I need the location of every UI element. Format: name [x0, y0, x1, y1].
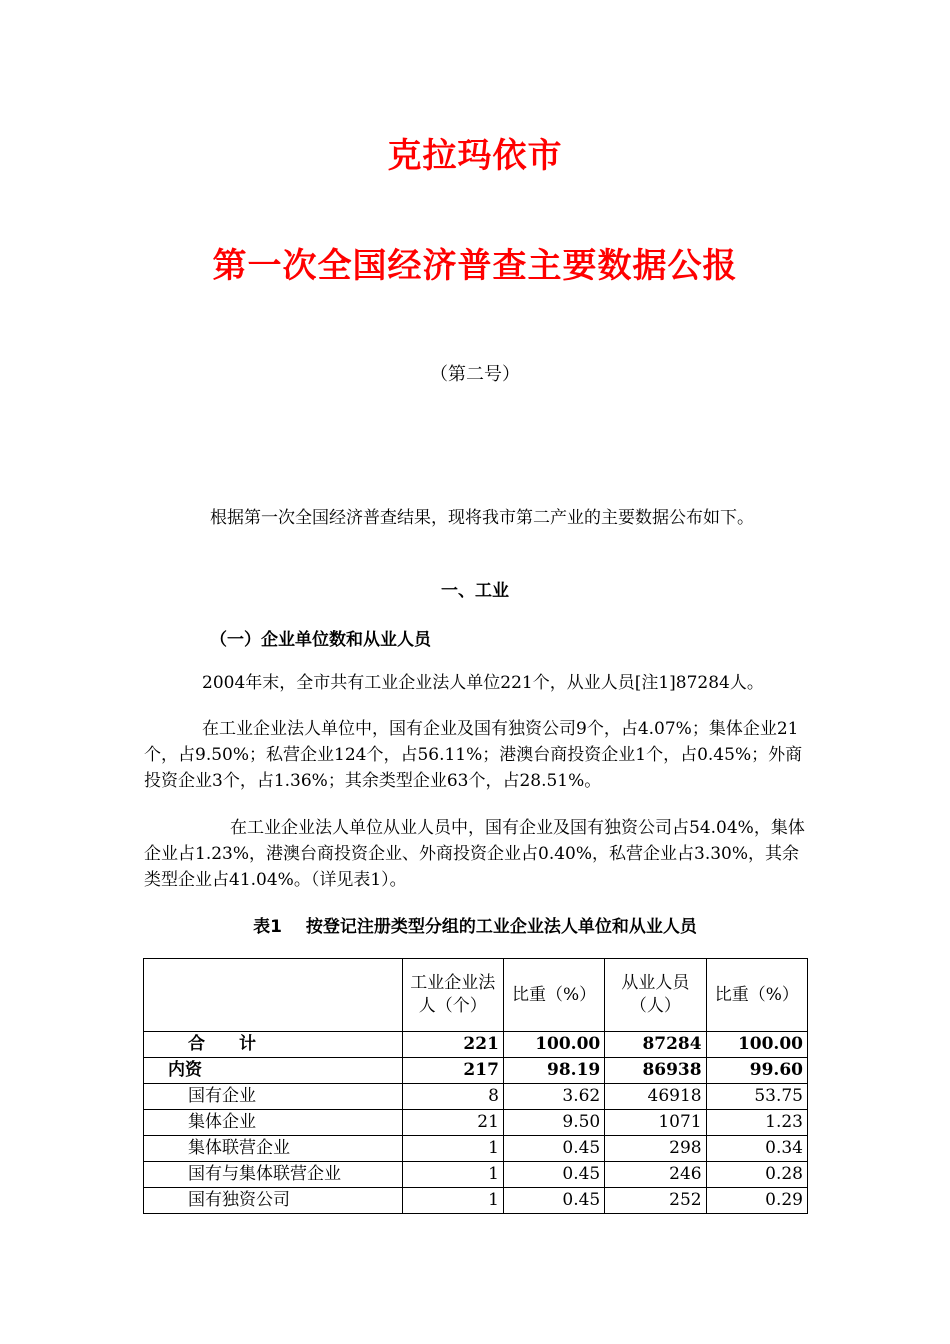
header-employees-share: 比重（%）: [706, 959, 807, 1032]
cell-units-share: 100.00: [503, 1032, 604, 1058]
table-row: [144, 1110, 808, 1136]
row-label: 集体联营企业: [144, 1136, 403, 1162]
cell-units: 8: [402, 1084, 503, 1110]
row-label: 国有企业: [144, 1084, 403, 1110]
cell-units: 1: [402, 1162, 503, 1188]
table-caption: [0, 912, 950, 937]
cell-employees-share: 100.00: [706, 1032, 807, 1058]
section-heading-industry: 一、工业: [441, 581, 509, 601]
header-category: [144, 959, 403, 1032]
cell-employees-share: 0.34: [706, 1136, 807, 1162]
table-caption-number: 表1: [253, 917, 282, 937]
cell-employees-share: 0.29: [706, 1188, 807, 1214]
cell-units-share: 98.19: [503, 1058, 604, 1084]
paragraph-employees-by-type: 在工业企业法人单位从业人员中，国有企业及国有独资公司占54.04%，集体企业占1.23%，港澳台商投资企业、外商投资企业占0.40%，私营企业占3.30%，其余类型企业占41.04%。（详见表1）。: [144, 818, 805, 890]
cell-units-share: 0.45: [503, 1188, 604, 1214]
cell-units: 217: [402, 1058, 503, 1084]
cell-employees-share: 99.60: [706, 1058, 807, 1084]
industry-units-table: [143, 958, 808, 1214]
paragraph-units-by-type: 在工业企业法人单位中，国有企业及国有独资公司9个，占4.07%；集体企业21个，占9.50%；私营企业124个，占56.11%；港澳台商投资企业1个，占0.45%；外商投资企业3个，占1.36%；其余类型企业63个，占28.51%。: [144, 719, 803, 791]
cell-units-share: 0.45: [503, 1136, 604, 1162]
cell-employees-share: 0.28: [706, 1162, 807, 1188]
cell-units: 221: [402, 1032, 503, 1058]
table-header-row: [144, 959, 808, 1032]
intro-paragraph: 根据第一次全国经济普查结果，现将我市第二产业的主要数据公布如下。: [210, 508, 754, 528]
row-label: 国有独资公司: [144, 1188, 403, 1214]
issue-number: （第二号）: [430, 364, 520, 385]
cell-units: 1: [402, 1188, 503, 1214]
table-caption-text: 按登记注册类型分组的工业企业法人单位和从业人员: [305, 917, 697, 937]
row-label: 合 计: [144, 1032, 403, 1058]
header-units: 工业企业法人（个）: [402, 959, 503, 1032]
table-row: [144, 1162, 808, 1188]
table-row-domestic: [144, 1058, 808, 1084]
cell-units-share: 9.50: [503, 1110, 604, 1136]
cell-employees: 246: [605, 1162, 706, 1188]
cell-employees-share: 1.23: [706, 1110, 807, 1136]
table-row: [144, 1188, 808, 1214]
row-label: 国有与集体联营企业: [144, 1162, 403, 1188]
cell-employees: 87284: [605, 1032, 706, 1058]
cell-employees: 86938: [605, 1058, 706, 1084]
cell-units: 21: [402, 1110, 503, 1136]
table-row-total: [144, 1032, 808, 1058]
cell-units: 1: [402, 1136, 503, 1162]
row-label: 集体企业: [144, 1110, 403, 1136]
subsection-heading-units: （一）企业单位数和从业人员: [210, 630, 431, 650]
cell-employees: 1071: [605, 1110, 706, 1136]
cell-employees: 252: [605, 1188, 706, 1214]
cell-employees: 298: [605, 1136, 706, 1162]
cell-employees: 46918: [605, 1084, 706, 1110]
cell-units-share: 3.62: [503, 1084, 604, 1110]
table-row: [144, 1136, 808, 1162]
document-title-main: 第一次全国经济普查主要数据公报: [212, 246, 738, 286]
table-row: [144, 1084, 808, 1110]
header-units-share: 比重（%）: [503, 959, 604, 1032]
document-title-city: 克拉玛依市: [387, 136, 563, 176]
header-employees: 从业人员（人）: [605, 959, 706, 1032]
cell-employees-share: 53.75: [706, 1084, 807, 1110]
cell-units-share: 0.45: [503, 1162, 604, 1188]
paragraph-units-total: 2004年末，全市共有工业企业法人单位221个，从业人员[注1]87284人。: [202, 673, 764, 693]
row-label: 内资: [144, 1058, 403, 1084]
